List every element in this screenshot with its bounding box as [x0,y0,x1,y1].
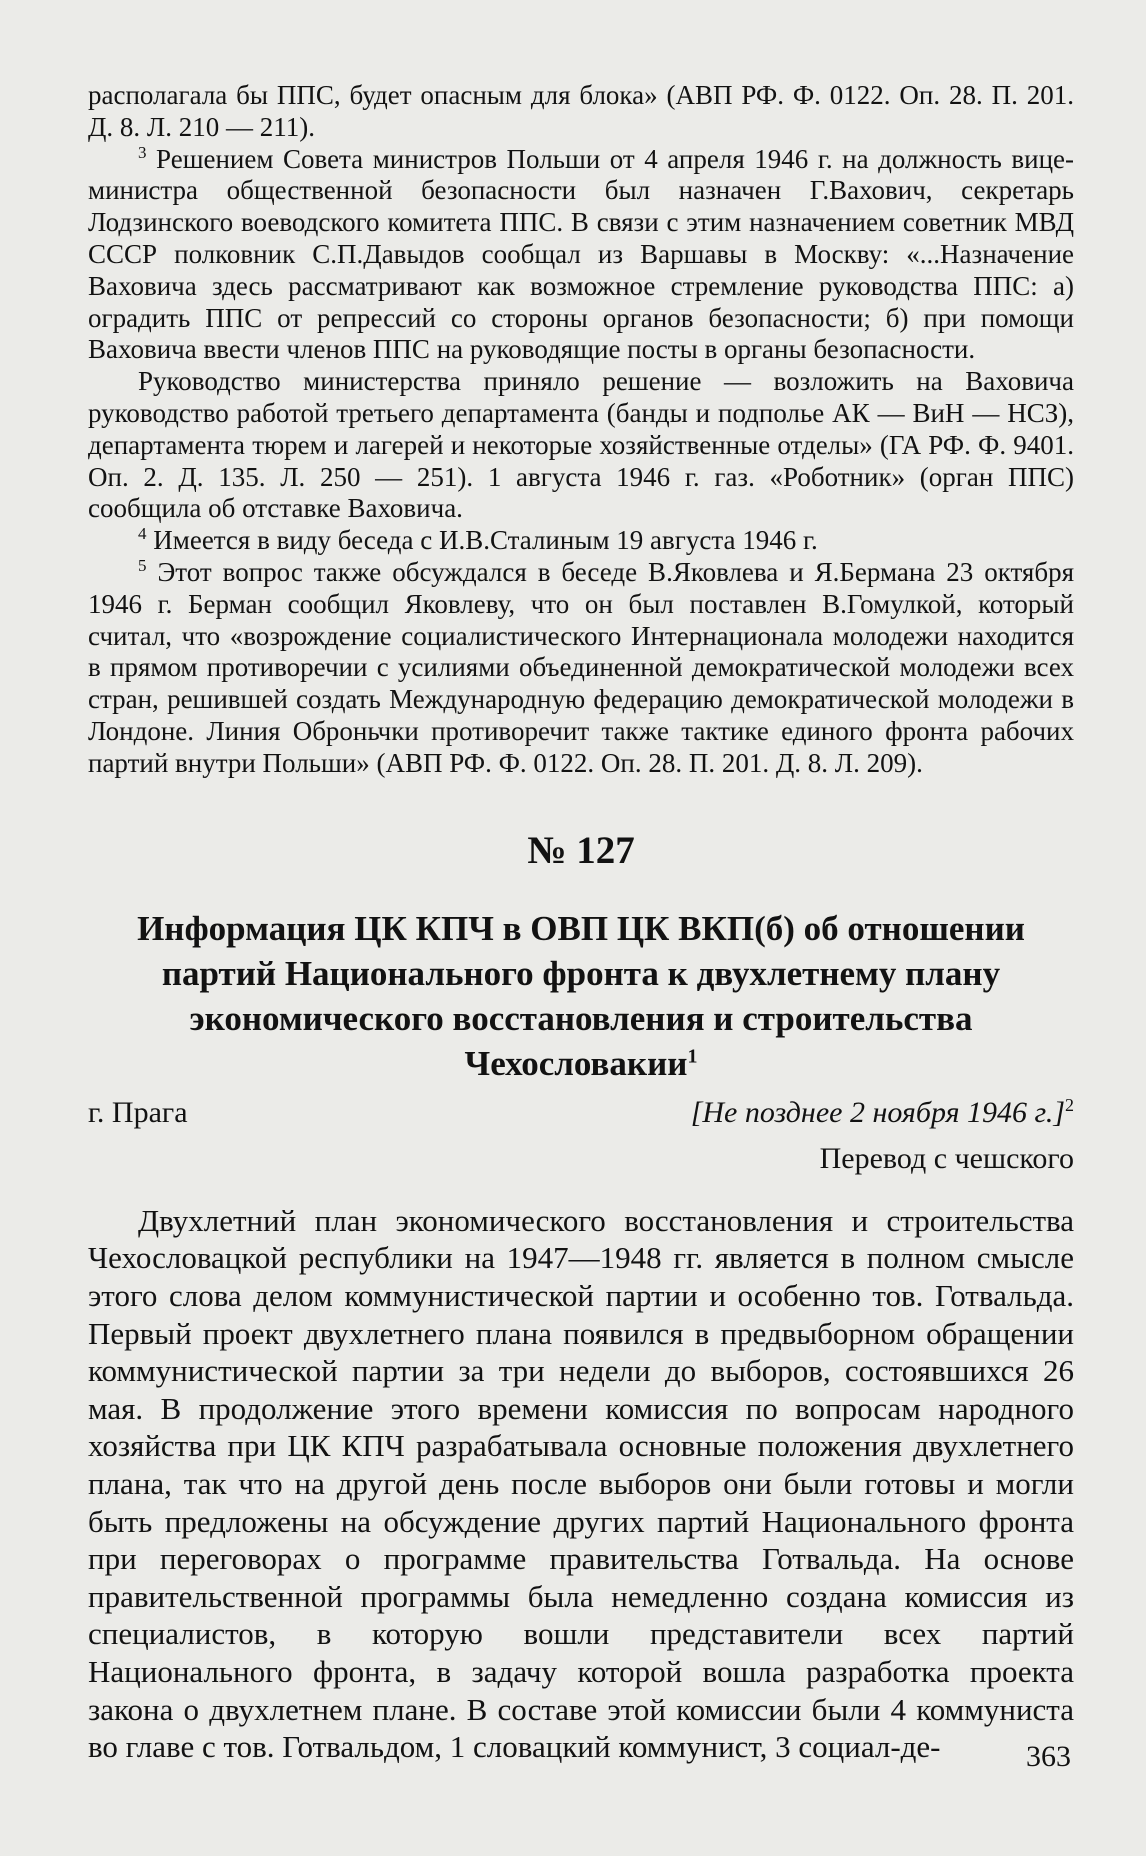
footnote-text: Имеется в виду беседа с И.В.Сталиным 19 августа 1946 г. [153,525,818,556]
document-place: г. Прага [88,1095,188,1129]
footnote-3 [88,144,1074,367]
document-body-paragraph: Двухлетний план экономического восстановления и строительства Чехословацкой республики на 1947—1948 гг. является в полном смысле этого слова делом коммунистической партии и особенно тов. Готвальда. Первый проект двухлетнего плана появился в предвыборном обращении коммунистической партии за три недели до выборов, состоявшихся 26 мая. В продолжение этого времени комиссия по вопросам народного хозяйства при ЦК КПЧ разрабатывала основные положения двухлетнего плана, так что на другой день после выборов они были готовы и могли быть предложены на обсуждение других партий Национального фронта при переговорах о программе правительства Готвальда. На основе правительственной программы была немедленно создана комиссия из специалистов, в которую вошли представители всех партий Национального фронта, в задачу которой вошла разработка проекта закона о двухлетнем плане. В составе этой комиссии были 4 коммуниста во главе с тов. Готвальдом, 1 словацкий коммунист, 3 социал-де- [88,1202,1074,1765]
footnote-marker: 4 [138,524,147,544]
footnotes-section [88,80,1074,780]
footnote-marker: 3 [138,142,147,162]
document-title-text: Информация ЦК КПЧ в ОВП ЦК ВКП(б) об отношении партий Национального фронта к двухлетнему плану экономического восстановления и строительства Чехословакии [137,908,1025,1083]
document-number: № 127 [527,828,635,872]
footnote-4 [88,525,1074,557]
text-column [88,80,1074,1766]
footnote-5 [88,557,1074,780]
footnote-marker: 5 [138,555,147,575]
translation-note: Перевод с чешского [819,1141,1074,1175]
page-number: 363 [1026,1740,1071,1773]
document-title [108,906,1054,1086]
footnote-text: Решением Совета министров Польши от 4 апреля 1946 г. на должность вице-министра общественной безопасности был назначен Г.Вахович, секретарь Лодзинского воеводского комитета ППС. В связи с этим назначением советник МВД СССР полковник С.П.Давыдов сообщал из Варшавы в Москву: «...Назначение Ваховича здесь рассматривают как возможное стремление руководства ППС: а) оградить ППС от репрессий со стороны органов безопасности; б) при помощи Ваховича ввести членов ППС на руководящие посты в органы безопасности. [88,143,1074,365]
footnote-text: располагала бы ППС, будет опасным для блока» (АВП РФ. Ф. 0122. Оп. 28. П. 201. Д. 8. Л. 210 — 211). [88,80,1074,142]
footnote-text: Этот вопрос также обсуждался в беседе В.Яковлева и Я.Бермана 23 октября 1946 г. Берман сообщил Яковлеву, что он был поставлен В.Гомулкой, который считал, что «возрождение социалистического Интернационала молодежи находится в прямом противоречии с усилиями объединенной демократической молодежи всех стран, решившей создать Международную федерацию демократической молодежи в Лондоне. Линия Оброньчки противоречит также тактике единого фронта рабочих партий внутри Польши» (АВП РФ. Ф. 0122. Оп. 28. П. 201. Д. 8. Л. 209). [88,556,1075,778]
place-date-line [88,1094,1074,1132]
footnote-text: Руководство министерства приняло решение — возложить на Ваховича руководство работой третьего департамента (банды и подполье АК — ВиН — НСЗ), департамента тюрем и лагерей и некоторые хозяйственные отделы» (ГА РФ. Ф. 9401. Оп. 2. Д. 135. Л. 250 — 251). 1 августа 1946 г. газ. «Роботник» (орган ППС) сообщила об отставке Ваховича. [88,366,1074,524]
title-note-marker: 1 [687,1045,698,1068]
footnote-continuation [88,80,1074,144]
date-note-marker: 2 [1065,1094,1074,1115]
footnote-3-continuation [88,366,1074,525]
document-date-wrap [691,1094,1074,1132]
document-date: [Не позднее 2 ноября 1946 г.] [690,1095,1065,1129]
